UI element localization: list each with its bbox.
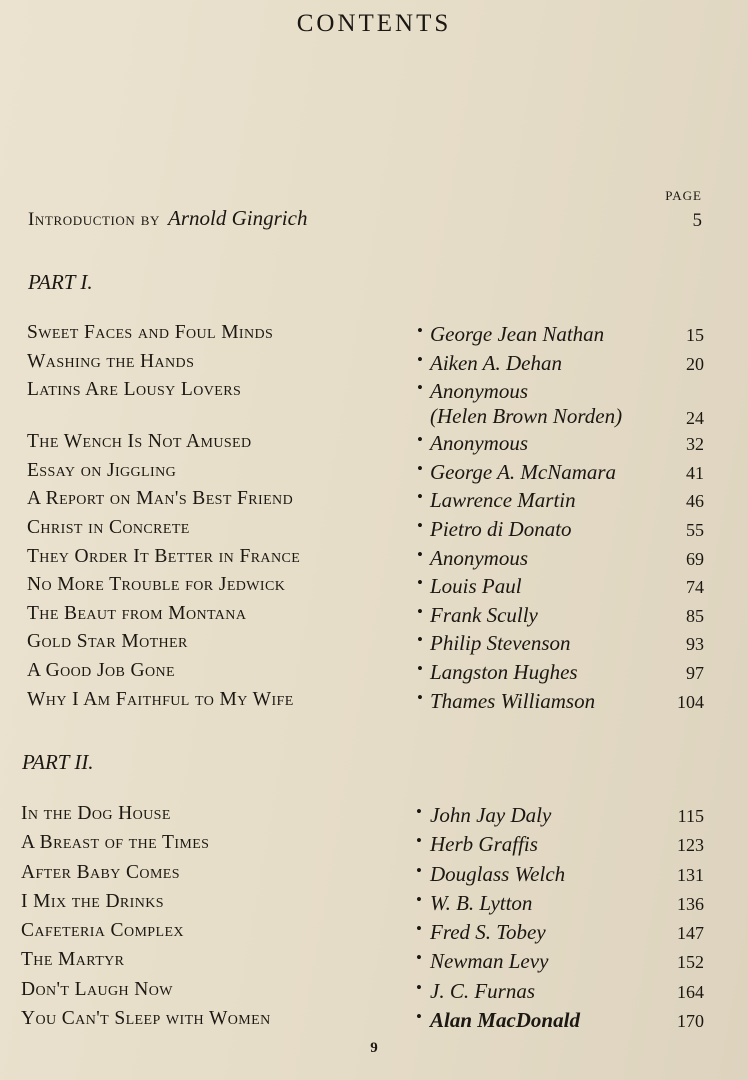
toc-entry [0,919,748,948]
bullet-icon: • [417,515,423,535]
page-number: 9 [370,1040,378,1056]
entry-author: George A. McNamara [430,459,617,484]
entry-page: 131 [677,864,704,885]
entry-author: Alan MacDonald [430,1008,580,1033]
toc-entry [0,321,748,350]
bullet-icon: • [417,630,423,650]
entry-author: Anonymous [430,379,528,404]
entry-title: The Wench Is Not Amused [27,431,252,453]
entry-page: 152 [677,952,704,973]
entry-title: In the Dog House [21,803,171,824]
introduction-author: Arnold Gingrich [168,206,308,230]
bullet-icon: • [417,321,423,340]
entry-page: 24 [686,408,704,429]
entry-page: 41 [686,462,704,483]
entry-title: Sweet Faces and Foul Minds [27,322,274,343]
entry-author: Aiken A. Dehan [430,350,562,375]
entry-title: A Breast of the Times [21,832,210,854]
entry-author: Douglass Welch [430,861,566,886]
introduction-page: 5 [692,210,702,231]
bullet-icon: • [417,487,423,507]
entry-page: 85 [686,605,704,626]
entry-author: Lawrence Martin [430,488,576,513]
entry-page: 123 [677,835,704,856]
toc-entry [0,948,748,977]
page-column-label: PAGE [665,188,702,203]
bullet-icon: • [417,378,423,398]
toc-entry [0,688,748,717]
entry-author: Thames Williamson [430,688,596,713]
entry-author: Langston Hughes [430,659,578,684]
entry-title: Cafeteria Complex [21,920,184,942]
bullet-icon: • [417,601,423,621]
entry-author: J. C. Furnas [430,978,535,1003]
toc-entry [0,630,748,659]
toc-entry [0,978,748,1007]
part-heading: PART II. [22,750,94,774]
entry-title: Washing the Hands [27,350,195,372]
bullet-icon: • [417,349,423,369]
entry-title: A Good Job Gone [27,659,175,681]
entry-page: 164 [677,981,704,1002]
entry-author: Frank Scully [430,602,538,627]
entry-page: 104 [677,691,704,712]
entry-author: George Jean Nathan [430,322,605,346]
bullet-icon: • [416,919,422,939]
entry-author: Philip Stevenson [430,631,571,656]
part-1-entries [0,321,748,716]
entry-author: Pietro di Donato [430,516,572,541]
toc-entry [0,378,748,430]
bullet-icon: • [417,458,423,478]
bullet-icon: • [417,658,423,678]
entry-page: 136 [677,893,704,914]
entry-title: Essay on Jiggling [27,459,177,481]
part-heading: PART I. [28,270,93,294]
entry-author: Louis Paul [430,574,522,599]
toc-entry [0,487,748,516]
entry-title: Christ in Concrete [27,516,190,538]
entry-title: You Can't Sleep with Women [21,1008,271,1030]
entry-title: A Report on Man's Best Friend [27,488,294,510]
entry-title: No More Trouble for Jedwick [27,574,286,596]
bullet-icon: • [416,860,422,880]
entry-page: 55 [686,519,704,540]
entry-author: W. B. Lytton [430,890,533,915]
entry-title: Gold Star Mother [27,631,188,653]
entry-author: John Jay Daly [430,803,552,827]
toc-entry [0,459,748,488]
toc-entry [0,430,748,459]
bullet-icon: • [417,430,423,450]
entry-page: 147 [677,923,704,944]
entry-author: Newman Levy [430,949,549,974]
entry-title: The Martyr [21,949,125,971]
bullet-icon: • [416,802,422,821]
entry-title: After Baby Comes [21,861,180,883]
toc-entry [0,659,748,688]
entry-author: Herb Graffis [430,832,538,857]
entry-page: 115 [677,806,704,826]
toc-entry [0,350,748,379]
entry-author: Anonymous [430,431,528,456]
bullet-icon: • [416,889,422,909]
toc-entry [0,831,748,860]
toc-entry [0,573,748,602]
entry-page: 46 [686,491,704,512]
bullet-icon: • [416,948,422,968]
toc-entry [0,545,748,574]
toc-entry [0,890,748,919]
bullet-icon: • [416,977,422,997]
toc-entry [0,1007,748,1036]
entry-author: Anonymous [430,545,528,570]
bullet-icon: • [417,573,423,593]
entry-author: Fred S. Tobey [430,920,546,945]
entry-page: 170 [677,1011,704,1032]
entry-title: The Beaut from Montana [27,602,247,624]
bullet-icon: • [417,687,423,707]
toc-entry [0,802,748,831]
entry-title: Latins Are Lousy Lovers [27,379,242,401]
entry-page: 69 [686,548,704,569]
bullet-icon: • [416,831,422,851]
entry-title: They Order It Better in France [27,545,301,567]
part-2-entries [0,802,748,1036]
entry-title: Don't Laugh Now [21,978,173,1000]
entry-title: I Mix the Drinks [21,890,164,912]
entry-title: Why I Am Faithful to My Wife [27,688,294,710]
bullet-icon: • [417,544,423,564]
introduction-entry [28,206,702,236]
page-title: CONTENTS [296,10,452,37]
entry-page: 74 [686,577,704,598]
entry-page: 15 [686,325,704,345]
entry-page: 97 [686,662,704,683]
toc-entry [0,861,748,890]
entry-author-secondary: (Helen Brown Norden) [430,404,623,429]
entry-page: 93 [686,634,704,655]
entry-page: 20 [686,353,704,374]
toc-entry [0,516,748,545]
toc-entry [0,602,748,631]
bullet-icon: • [416,1007,422,1027]
entry-page: 32 [686,434,704,455]
introduction-label: Introduction by [28,209,161,230]
